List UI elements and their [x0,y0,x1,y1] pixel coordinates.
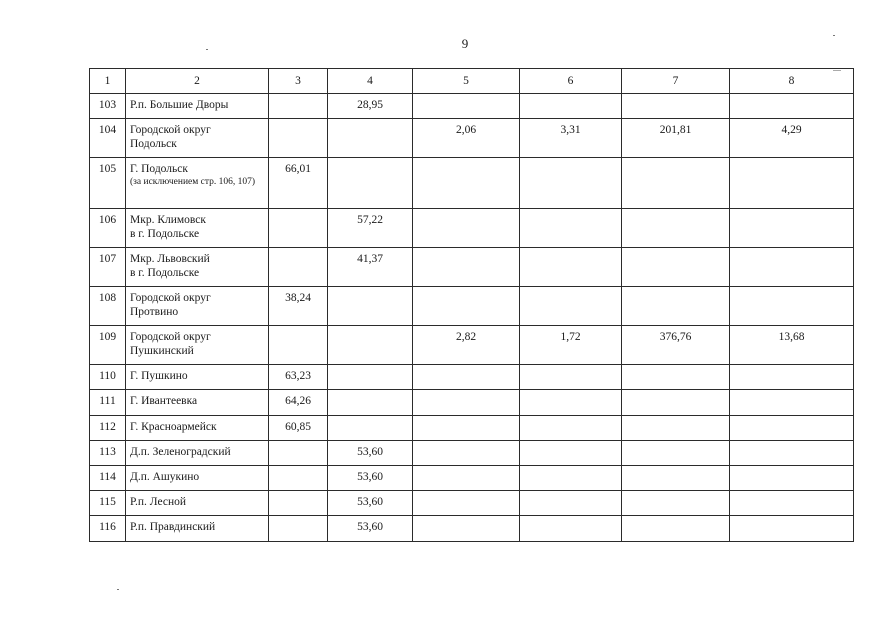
value-cell-col6 [520,516,622,542]
data-table [89,68,854,542]
value-cell-col5 [413,287,520,326]
value-cell-col7 [622,365,730,390]
value-cell-col4: 53,60 [328,466,413,491]
locality-name-line: Городской округ [130,331,211,343]
value-cell-col5 [413,209,520,248]
column-header: 1 [90,69,126,94]
locality-name-line: Г. Пушкино [130,370,188,382]
locality-name-line: Г. Подольск [130,163,188,175]
value-cell-col3: 66,01 [269,158,328,209]
locality-name [126,248,269,287]
locality-name-line: Г. Красноармейск [130,421,217,433]
value-cell-col6 [520,365,622,390]
locality-name-line: Пушкинский [130,345,194,357]
value-cell-col8 [730,516,854,542]
column-header: 4 [328,69,413,94]
locality-name [126,326,269,365]
value-cell-col8 [730,441,854,466]
scan-speck [833,70,841,71]
locality-name-line: Протвино [130,306,179,318]
row-number: 103 [90,94,126,119]
value-cell-col3 [269,209,328,248]
row-number: 115 [90,491,126,516]
row-number: 110 [90,365,126,390]
value-cell-col7 [622,209,730,248]
column-header: 6 [520,69,622,94]
row-number: 112 [90,416,126,441]
value-cell-col5 [413,441,520,466]
value-cell-col6 [520,248,622,287]
value-cell-col4: 53,60 [328,441,413,466]
locality-name-line: Д.п. Ашукино [130,471,200,483]
locality-name-line: Мкр. Климовск [130,214,206,226]
value-cell-col8 [730,466,854,491]
value-cell-col4 [328,119,413,158]
value-cell-col8 [730,390,854,416]
value-cell-col3: 60,85 [269,416,328,441]
table-row [90,390,854,416]
value-cell-col8 [730,94,854,119]
value-cell-col7 [622,466,730,491]
value-cell-col7 [622,491,730,516]
value-cell-col4: 53,60 [328,516,413,542]
value-cell-col8: 13,68 [730,326,854,365]
column-header: 3 [269,69,328,94]
value-cell-col6 [520,158,622,209]
value-cell-col5 [413,516,520,542]
value-cell-col3 [269,119,328,158]
value-cell-col4: 53,60 [328,491,413,516]
locality-name-line: Городской округ [130,292,211,304]
value-cell-col3: 64,26 [269,390,328,416]
value-cell-col6 [520,416,622,441]
locality-name [126,287,269,326]
value-cell-col8 [730,248,854,287]
table-row [90,248,854,287]
locality-name [126,158,269,209]
scan-speck [833,35,835,36]
table-row [90,416,854,441]
table-row [90,441,854,466]
value-cell-col3 [269,441,328,466]
column-header-row [90,69,854,94]
table-row [90,158,854,209]
value-cell-col4 [328,416,413,441]
value-cell-col4: 41,37 [328,248,413,287]
value-cell-col6 [520,491,622,516]
column-header: 2 [126,69,269,94]
value-cell-col7 [622,158,730,209]
locality-name [126,365,269,390]
value-cell-col6 [520,287,622,326]
locality-name-line: в г. Подольске [130,267,200,279]
column-header: 8 [730,69,854,94]
value-cell-col4: 28,95 [328,94,413,119]
row-number: 114 [90,466,126,491]
table-row [90,466,854,491]
value-cell-col3 [269,491,328,516]
value-cell-col7 [622,248,730,287]
row-number: 104 [90,119,126,158]
page-number: 9 [461,36,469,51]
row-number: 116 [90,516,126,542]
value-cell-col7 [622,287,730,326]
value-cell-col4: 57,22 [328,209,413,248]
value-cell-col6: 1,72 [520,326,622,365]
scan-speck [117,589,119,590]
value-cell-col3: 38,24 [269,287,328,326]
locality-name [126,209,269,248]
locality-name [126,94,269,119]
row-number: 107 [90,248,126,287]
value-cell-col7 [622,390,730,416]
locality-name [126,441,269,466]
table-row [90,119,854,158]
locality-name-line: в г. Подольске [130,228,200,240]
locality-name-line: Г. Ивантеевка [130,395,198,407]
locality-name-line: Р.п. Правдинский [130,521,216,533]
value-cell-col3 [269,466,328,491]
value-cell-col5 [413,390,520,416]
column-header: 7 [622,69,730,94]
value-cell-col6 [520,390,622,416]
locality-name [126,491,269,516]
value-cell-col4 [328,365,413,390]
value-cell-col8: 4,29 [730,119,854,158]
scan-speck [206,49,208,50]
value-cell-col4 [328,287,413,326]
locality-name-line: Подольск [130,138,177,150]
value-cell-col7: 201,81 [622,119,730,158]
value-cell-col6 [520,441,622,466]
table-row [90,516,854,542]
value-cell-col4 [328,390,413,416]
value-cell-col5 [413,248,520,287]
value-cell-col5 [413,491,520,516]
table-row [90,326,854,365]
value-cell-col5: 2,82 [413,326,520,365]
value-cell-col5 [413,158,520,209]
table-row [90,209,854,248]
value-cell-col5 [413,416,520,441]
value-cell-col7: 376,76 [622,326,730,365]
value-cell-col4 [328,326,413,365]
value-cell-col7 [622,516,730,542]
locality-name [126,516,269,542]
locality-name-line: Мкр. Львовский [130,253,210,265]
row-number: 105 [90,158,126,209]
value-cell-col3 [269,516,328,542]
value-cell-col8 [730,416,854,441]
value-cell-col7 [622,441,730,466]
value-cell-col3 [269,326,328,365]
value-cell-col5: 2,06 [413,119,520,158]
table-row [90,94,854,119]
value-cell-col5 [413,94,520,119]
value-cell-col8 [730,491,854,516]
value-cell-col7 [622,94,730,119]
row-number: 111 [90,390,126,416]
locality-name [126,119,269,158]
locality-name-line: Городской округ [130,124,211,136]
value-cell-col8 [730,365,854,390]
locality-note: (за исключением стр. 106, 107) [130,177,256,187]
locality-name-line: Р.п. Лесной [130,496,187,508]
table-row [90,287,854,326]
value-cell-col8 [730,209,854,248]
row-number: 108 [90,287,126,326]
locality-name [126,466,269,491]
column-header: 5 [413,69,520,94]
value-cell-col3 [269,248,328,287]
value-cell-col6 [520,94,622,119]
locality-name-line: Р.п. Большие Дворы [130,99,229,111]
value-cell-col8 [730,287,854,326]
value-cell-col6 [520,466,622,491]
table-row [90,365,854,390]
value-cell-col5 [413,466,520,491]
value-cell-col7 [622,416,730,441]
value-cell-col3 [269,94,328,119]
row-number: 109 [90,326,126,365]
table-row [90,491,854,516]
row-number: 106 [90,209,126,248]
value-cell-col4 [328,158,413,209]
value-cell-col6: 3,31 [520,119,622,158]
value-cell-col8 [730,158,854,209]
locality-name-line: Д.п. Зеленоградский [130,446,231,458]
value-cell-col6 [520,209,622,248]
row-number: 113 [90,441,126,466]
value-cell-col5 [413,365,520,390]
locality-name [126,416,269,441]
locality-name [126,390,269,416]
value-cell-col3: 63,23 [269,365,328,390]
